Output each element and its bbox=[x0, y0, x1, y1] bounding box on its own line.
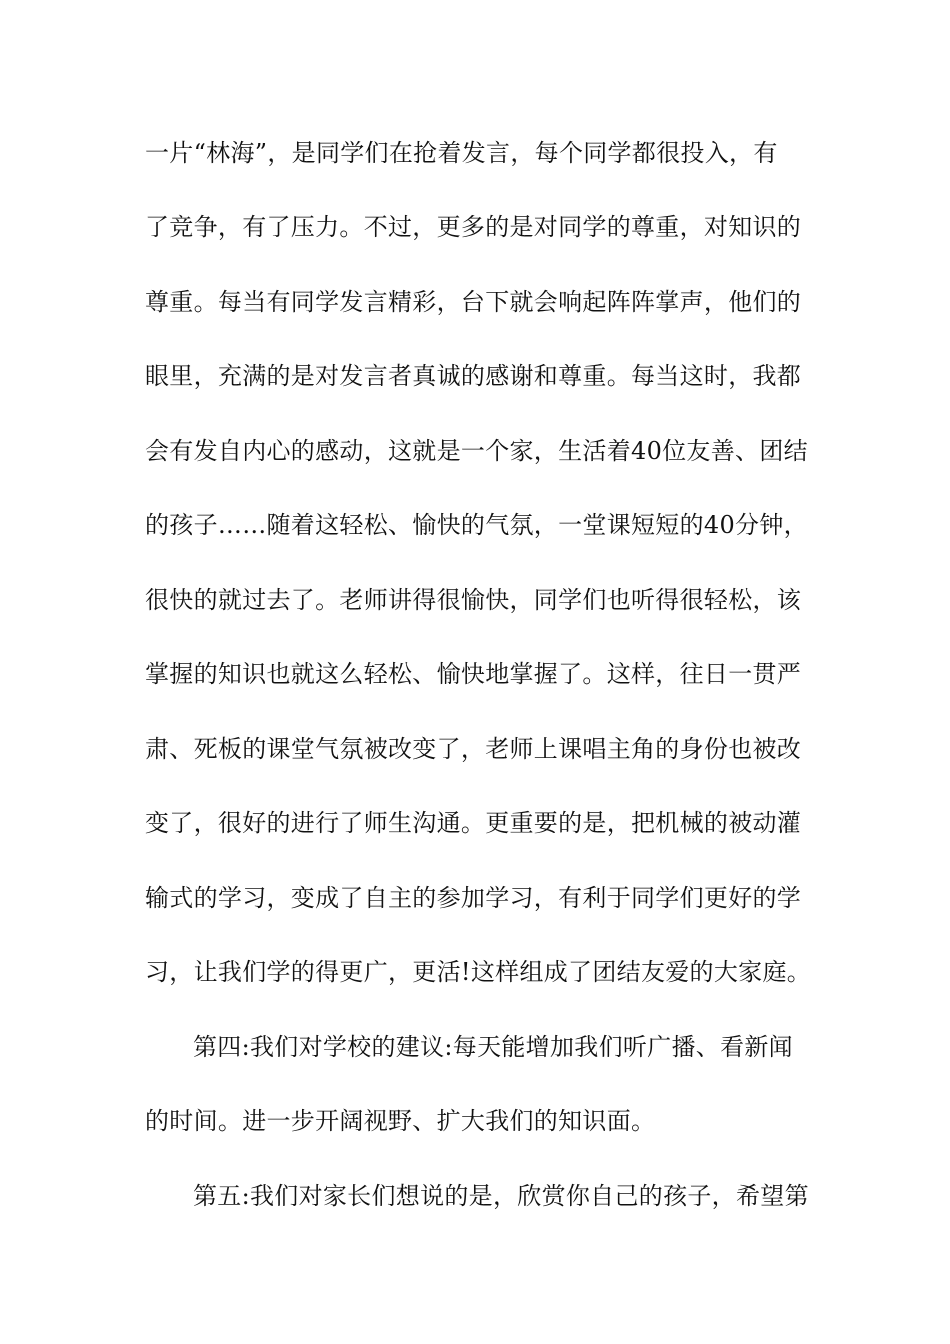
text-line: 输式的学习，变成了自主的参加学习，有利于同学们更好的学 bbox=[145, 884, 802, 912]
text-line: 的时间。进一步开阔视野、扩大我们的知识面。 bbox=[145, 1107, 656, 1135]
text-line: 了竞争，有了压力。不过，更多的是对同学的尊重，对知识的 bbox=[145, 213, 802, 241]
text-line: 肃、死板的课堂气氛被改变了，老师上课唱主角的身份也被改 bbox=[145, 735, 802, 763]
text-line: 一片“林海”，是同学们在抢着发言，每个同学都很投入，有 bbox=[145, 139, 778, 167]
text-line: 眼里，充满的是对发言者真诚的感谢和尊重。每当这时，我都 bbox=[145, 362, 802, 390]
paragraph-start-line: 第四:我们对学校的建议:每天能增加我们听广播、看新闻 bbox=[193, 1033, 793, 1061]
text-line: 的孩子……随着这轻松、愉快的气氛，一堂课短短的40分钟， bbox=[145, 511, 808, 539]
text-line: 习，让我们学的得更广，更活!这样组成了团结友爱的大家庭。 bbox=[145, 958, 812, 986]
text-line: 会有发自内心的感动，这就是一个家，生活着40位友善、团结 bbox=[145, 437, 808, 465]
paragraph-start-line: 第五:我们对家长们想说的是，欣赏你自己的孩子，希望第 bbox=[193, 1182, 809, 1210]
text-line: 变了，很好的进行了师生沟通。更重要的是，把机械的被动灌 bbox=[145, 809, 802, 837]
text-line: 尊重。每当有同学发言精彩，台下就会响起阵阵掌声，他们的 bbox=[145, 288, 802, 316]
text-line: 很快的就过去了。老师讲得很愉快，同学们也听得很轻松，该 bbox=[145, 586, 802, 614]
text-line: 掌握的知识也就这么轻松、愉快地掌握了。这样，往日一贯严 bbox=[145, 660, 802, 688]
